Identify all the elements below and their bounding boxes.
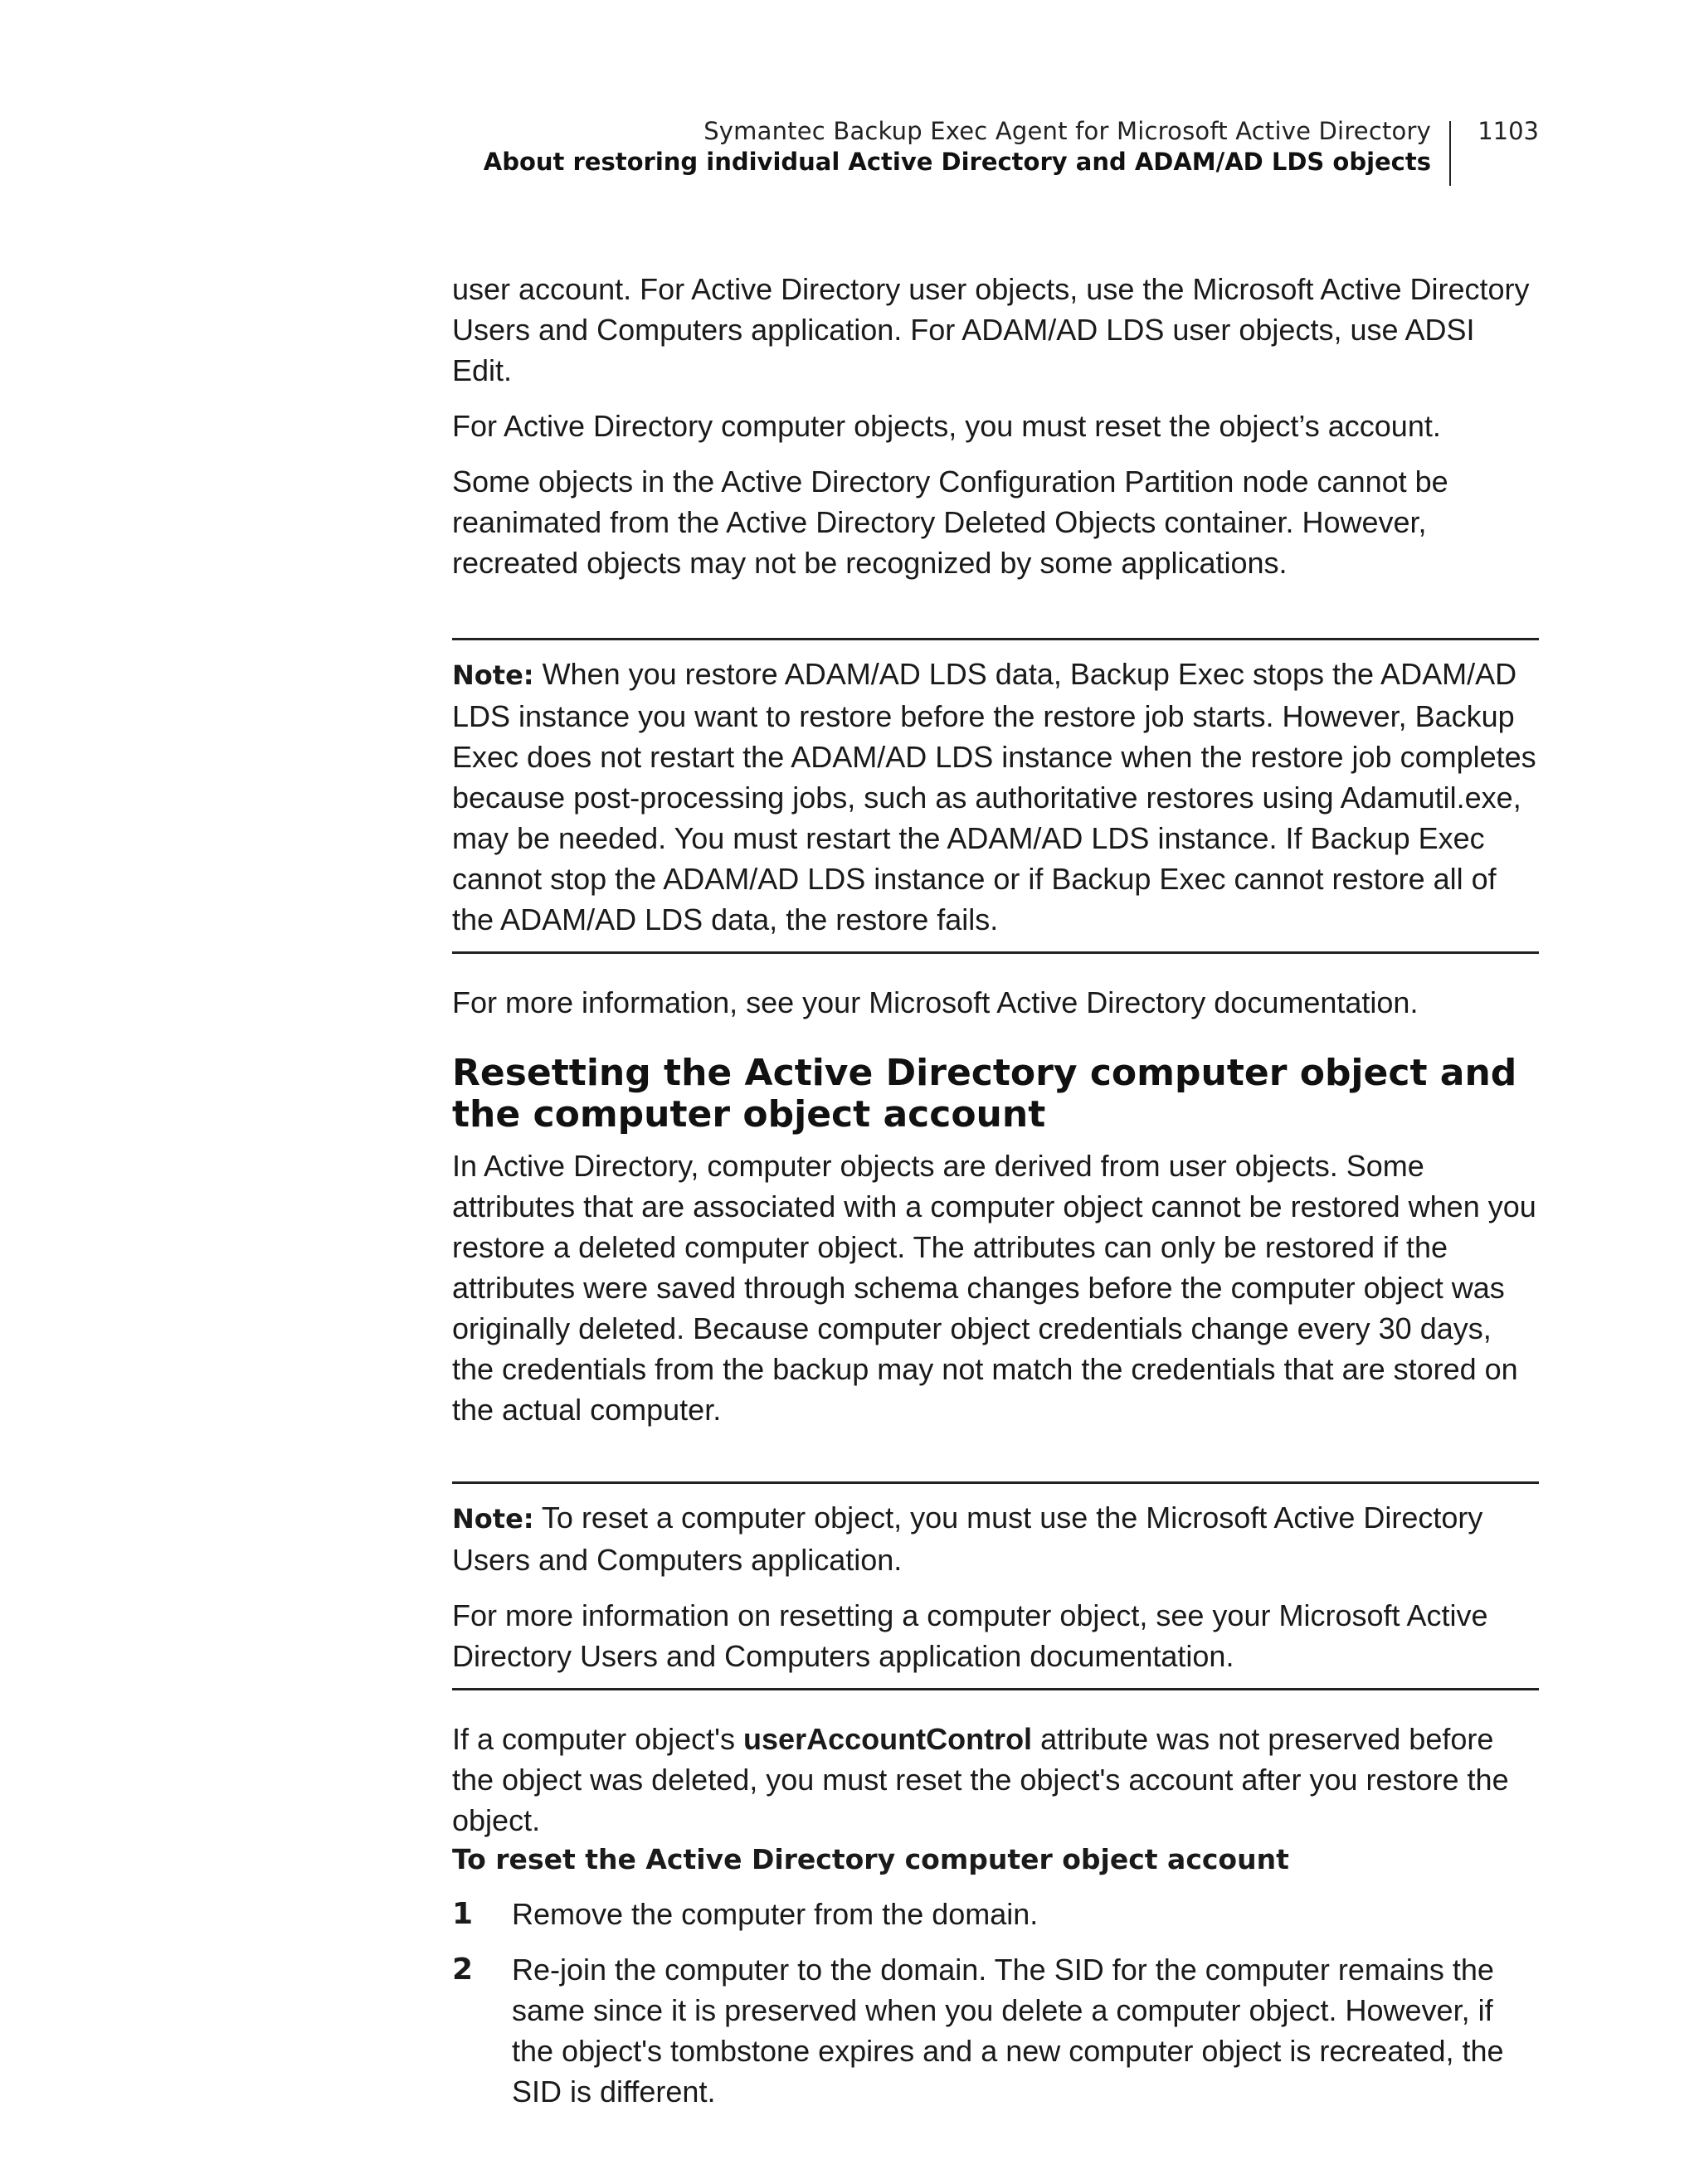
uac-term: userAccountControl [743,1722,1033,1756]
page-number: 1103 [1477,117,1539,145]
procedure-title: To reset the Active Directory computer object account [452,1843,1289,1875]
note-label: Note: [452,1503,534,1535]
header-divider [1449,121,1451,186]
step-text: Re-join the computer to the domain. The SID for the computer remains the same since it is preserved when you delete a computer object. However, if the object's tombstone expires and a new computer object is recreated, the SID is different. [512,1953,1504,2109]
note-adam-text [452,654,1539,940]
procedure-step [452,1894,1539,1934]
note-adam-restore [452,638,1539,954]
chapter-title: Symantec Backup Exec Agent for Microsoft Active Directory [703,117,1431,145]
section-heading: Resetting the Active Directory computer object and the computer object account [452,1052,1517,1136]
note-body: To reset a computer object, you must use the Microsoft Active Directory Users and Computers application. [452,1501,1483,1577]
paragraph-computer-objects: For Active Directory computer objects, you must reset the object’s account. [452,409,1441,443]
note-reset-computer [452,1481,1539,1690]
note-body: When you restore ADAM/AD LDS data, Backup Exec stops the ADAM/AD LDS instance you want to restore before the restore job starts. However, Backup Exec does not restart the ADAM/AD LDS instance when the restore job completes because post-processing jobs, such as authoritative restores using Adamutil.exe, may be needed. You must restart the ADAM/AD LDS instance. If Backup Exec cannot stop the ADAM/AD LDS instance or if Backup Exec cannot restore all of the ADAM/AD LDS data, the restore fails. [452,657,1536,936]
step-number: 1 [452,1897,474,1931]
note-reset-more-info: For more information on resetting a computer object, see your Microsoft Active Directory Users and Computers application documentation. [452,1598,1488,1673]
note-reset-text [452,1497,1539,1580]
step-text: Remove the computer from the domain. [512,1897,1039,1931]
uac-text-before: If a computer object's [452,1722,744,1756]
paragraph-user-account-control [452,1719,1539,1841]
main-content [452,269,1539,2112]
uac-text-after: attribute was not preserved before the object was deleted, you must reset the object's account after you restore the object. [452,1722,1509,1837]
paragraph-continued: user account. For Active Directory user objects, use the Microsoft Active Directory Users and Computers application. For ADAM/AD LDS user objects, use ADSI Edit. [452,272,1530,387]
running-header [295,116,1539,186]
step-number: 2 [452,1953,474,1987]
note-label: Note: [452,659,534,691]
paragraph-derived: In Active Directory, computer objects are derived from user objects. Some attributes that are associated with a computer object cannot be restored when you restore a deleted computer object. The attributes can only be restored if the attributes were saved through schema changes before the computer object was originally deleted. Because computer object credentials change every 30 days, the credentials from the backup may not match the credentials that are stored on the actual computer. [452,1149,1536,1427]
header-titles [484,116,1431,178]
paragraph-config-partition: Some objects in the Active Directory Configuration Partition node cannot be reanimated from the Active Directory Deleted Objects container. However, recreated objects may not be recognized by some applications. [452,465,1448,580]
section-title: About restoring individual Active Directory and ADAM/AD LDS objects [483,148,1431,176]
procedure-step [452,1949,1539,2112]
paragraph-more-info: For more information, see your Microsoft Active Directory documentation. [452,985,1419,1019]
